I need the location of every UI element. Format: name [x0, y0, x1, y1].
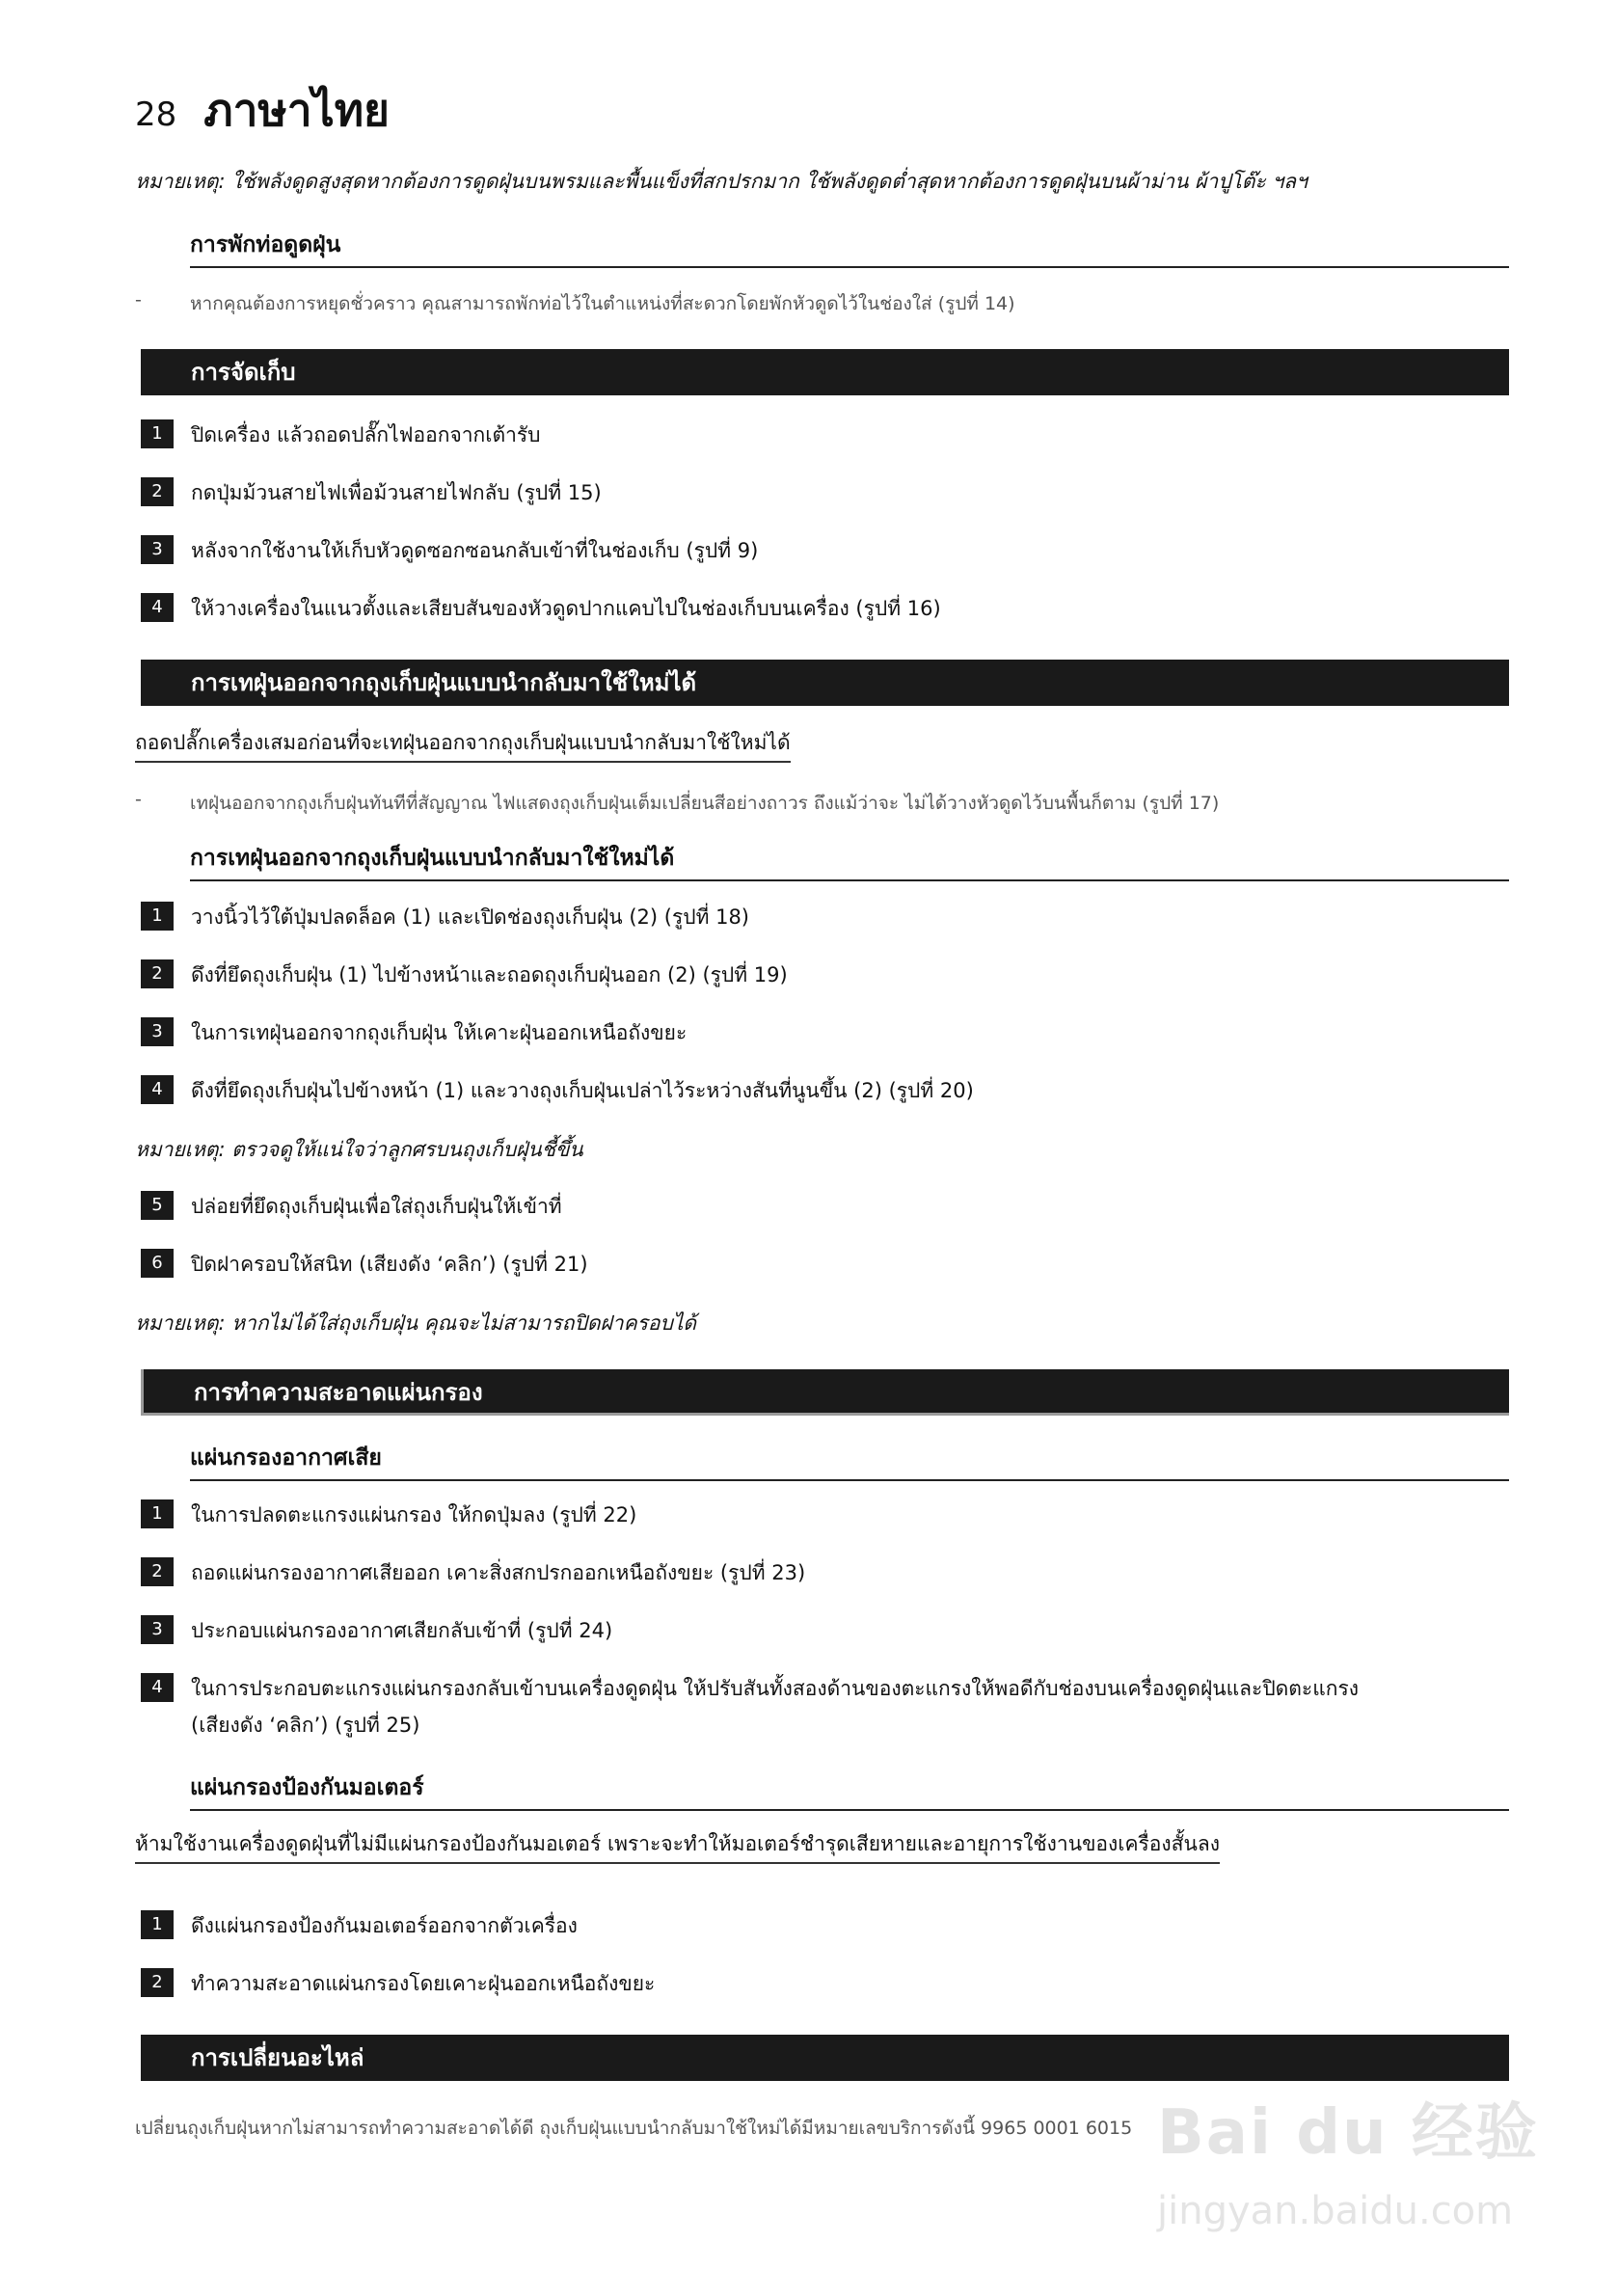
step-text: วางนิ้วไว้ใต้ปุ่มปลดล็อค (1) และเปิดช่องถุงเก็บฝุ่น (2) (รูปที่ 18)	[191, 905, 749, 929]
page-number: 28	[135, 95, 177, 134]
emptying-warning: ถอดปลั๊กเครื่องเสมอก่อนที่จะเทฝุ่นออกจากถุงเก็บฝุ่นแบบนำกลับมาใช้ใหม่ได้	[135, 727, 791, 763]
exhaust-step	[141, 1554, 1509, 1591]
step-text: ถอดแผ่นกรองอากาศเสียออก เคาะสิ่งสกปรกออกเหนือถังขยะ (รูปที่ 23)	[191, 1561, 806, 1584]
emptying-note-2: หมายเหตุ: หากไม่ได้ใส่ถุงเก็บฝุ่น คุณจะไม่สามารถปิดฝาครอบได้	[135, 1311, 697, 1335]
storage-step	[141, 590, 1509, 627]
step-number: 3	[141, 535, 174, 564]
emptying-step	[141, 957, 1509, 993]
motor-filter-warning: ห้ามใช้งานเครื่องดูดฝุ่นที่ไม่มีแผ่นกรองป้องกันมอเตอร์ เพราะจะทำให้มอเตอร์ชำรุดเสียหายและอายุการใช้งานของเครื่องสั้นลง	[135, 1828, 1220, 1864]
step-text-line-1: ในการประกอบตะแกรงแผ่นกรองกลับเข้าบนเครื่องดูดฝุ่น ให้ปรับสันทั้งสองด้านของตะแกรงให้พอดีกับช่องบนเครื่องดูดฝุ่นและปิดตะแกรง	[191, 1677, 1359, 1700]
emptying-step	[141, 1072, 1509, 1109]
watermark-logo: Bai du 经验	[1157, 2097, 1539, 2169]
storage-step	[141, 417, 1509, 453]
step-text: ทำความสะอาดแผ่นกรองโดยเคาะฝุ่นออกเหนือถังขยะ	[191, 1972, 656, 1995]
emptying-step	[141, 899, 1509, 935]
step-number: 1	[141, 1910, 174, 1939]
step-number: 4	[141, 593, 174, 622]
step-text: ปิดฝาครอบให้สนิท (เสียงดัง ‘คลิก’) (รูปที่ 21)	[191, 1253, 588, 1276]
step-number: 2	[141, 959, 174, 988]
step-number: 4	[141, 1075, 174, 1104]
step-number: 6	[141, 1249, 174, 1278]
page-title: ภาษาไทย	[203, 84, 390, 136]
watermark	[1147, 2073, 1552, 2266]
exhaust-step	[141, 1612, 1509, 1649]
step-text: ดึงที่ยึดถุงเก็บฝุ่น (1) ไปข้างหน้าและถอดถุงเก็บฝุ่นออก (2) (รูปที่ 19)	[191, 963, 788, 986]
emptying-step	[141, 1188, 1509, 1225]
exhaust-step	[141, 1670, 1509, 1743]
step-number: 1	[141, 419, 174, 448]
filters-heading: การทำความสะอาดแผ่นกรอง	[141, 1369, 1509, 1416]
step-text	[191, 1670, 1359, 1743]
parking-heading: การพักท่อดูดฝุ่น	[190, 228, 1509, 268]
exhaust-filter-subheading: แผ่นกรองอากาศเสีย	[190, 1441, 1509, 1481]
storage-heading: การจัดเก็บ	[141, 349, 1509, 395]
motor-filter-subheading: แผ่นกรองป้องกันมอเตอร์	[190, 1770, 1509, 1811]
watermark-url: jingyan.baidu.com	[1157, 2189, 1514, 2233]
step-text: ปิดเครื่อง แล้วถอดปลั๊กไฟออกจากเต้ารับ	[191, 423, 541, 446]
step-number: 2	[141, 477, 174, 506]
storage-step	[141, 474, 1509, 511]
storage-step	[141, 532, 1509, 569]
emptying-heading: การเทฝุ่นออกจากถุงเก็บฝุ่นแบบนำกลับมาใช้ใหม่ได้	[141, 660, 1509, 706]
step-text: ดึงแผ่นกรองป้องกันมอเตอร์ออกจากตัวเครื่อง	[191, 1914, 578, 1937]
step-number: 3	[141, 1017, 174, 1046]
parking-bullet-mark: -	[135, 289, 142, 311]
intro-note: หมายเหตุ: ใช้พลังดูดสูงสุดหากต้องการดูดฝุ่นบนพรมและพื้นแข็งที่สกปรกมาก ใช้พลังดูดต่ำสุดหากต้องการดูดฝุ่นบนผ้าม่าน ผ้าปูโต๊ะ ฯลฯ	[135, 170, 1308, 193]
motor-step	[141, 1907, 1509, 1944]
step-text: ในการปลดตะแกรงแผ่นกรอง ให้กดปุ่มลง (รูปที่ 22)	[191, 1503, 637, 1526]
emptying-step	[141, 1014, 1509, 1051]
step-text: ประกอบแผ่นกรองอากาศเสียกลับเข้าที่ (รูปที่ 24)	[191, 1619, 613, 1642]
step-number: 2	[141, 1968, 174, 1997]
motor-step	[141, 1965, 1509, 2002]
step-text: หลังจากใช้งานให้เก็บหัวดูดซอกซอนกลับเข้าที่ในช่องเก็บ (รูปที่ 9)	[191, 539, 759, 562]
step-number: 3	[141, 1615, 174, 1644]
parking-text: หากคุณต้องการหยุดชั่วคราว คุณสามารถพักท่อไว้ในตำแหน่งที่สะดวกโดยพักหัวดูดไว้ในช่องใส่ (รูปที่ 14)	[190, 293, 1015, 314]
emptying-step	[141, 1246, 1509, 1283]
step-text: ในการเทฝุ่นออกจากถุงเก็บฝุ่น ให้เคาะฝุ่นออกเหนือถังขยะ	[191, 1021, 688, 1044]
emptying-bullet-mark: -	[135, 789, 142, 810]
exhaust-step	[141, 1497, 1509, 1533]
step-text: ปล่อยที่ยึดถุงเก็บฝุ่นเพื่อใส่ถุงเก็บฝุ่นให้เข้าที่	[191, 1195, 562, 1218]
step-number: 5	[141, 1191, 174, 1220]
emptying-subheading: การเทฝุ่นออกจากถุงเก็บฝุ่นแบบนำกลับมาใช้ใหม่ได้	[190, 841, 1509, 881]
step-text: กดปุ่มม้วนสายไฟเพื่อม้วนสายไฟกลับ (รูปที่ 15)	[191, 481, 602, 504]
page-header	[135, 75, 390, 146]
step-text: ดึงที่ยึดถุงเก็บฝุ่นไปข้างหน้า (1) และวางถุงเก็บฝุ่นเปล่าไว้ระหว่างสันที่นูนขึ้น (2) (รูปที่ 20)	[191, 1079, 974, 1102]
step-text: ให้วางเครื่องในแนวตั้งและเสียบสันของหัวดูดปากแคบไปในช่องเก็บบนเครื่อง (รูปที่ 16)	[191, 597, 941, 620]
parts-heading: การเปลี่ยนอะไหล่	[141, 2035, 1509, 2081]
emptying-bullet: เทฝุ่นออกจากถุงเก็บฝุ่นทันทีที่สัญญาณ ไฟแสดงถุงเก็บฝุ่นเต็มเปลี่ยนสีอย่างถาวร ถึงแม้ว่าจะ ไม่ได้วางหัวดูดไว้บนพื้นก็ตาม (รูปที่ 17)	[190, 793, 1220, 814]
step-number: 2	[141, 1557, 174, 1586]
step-number: 4	[141, 1673, 174, 1702]
parts-text: เปลี่ยนถุงเก็บฝุ่นหากไม่สามารถทำความสะอาดได้ดี ถุงเก็บฝุ่นแบบนำกลับมาใช้ใหม่ได้มีหมายเลขบริการดังนี้ 9965 0001 6015	[135, 2118, 1133, 2139]
step-number: 1	[141, 902, 174, 931]
emptying-note-1: หมายเหตุ: ตรวจดูให้แน่ใจว่าลูกศรบนถุงเก็บฝุ่นชี้ขึ้น	[135, 1138, 583, 1161]
step-text-line-2: (เสียงดัง ‘คลิก’) (รูปที่ 25)	[191, 1714, 420, 1737]
step-number: 1	[141, 1499, 174, 1528]
